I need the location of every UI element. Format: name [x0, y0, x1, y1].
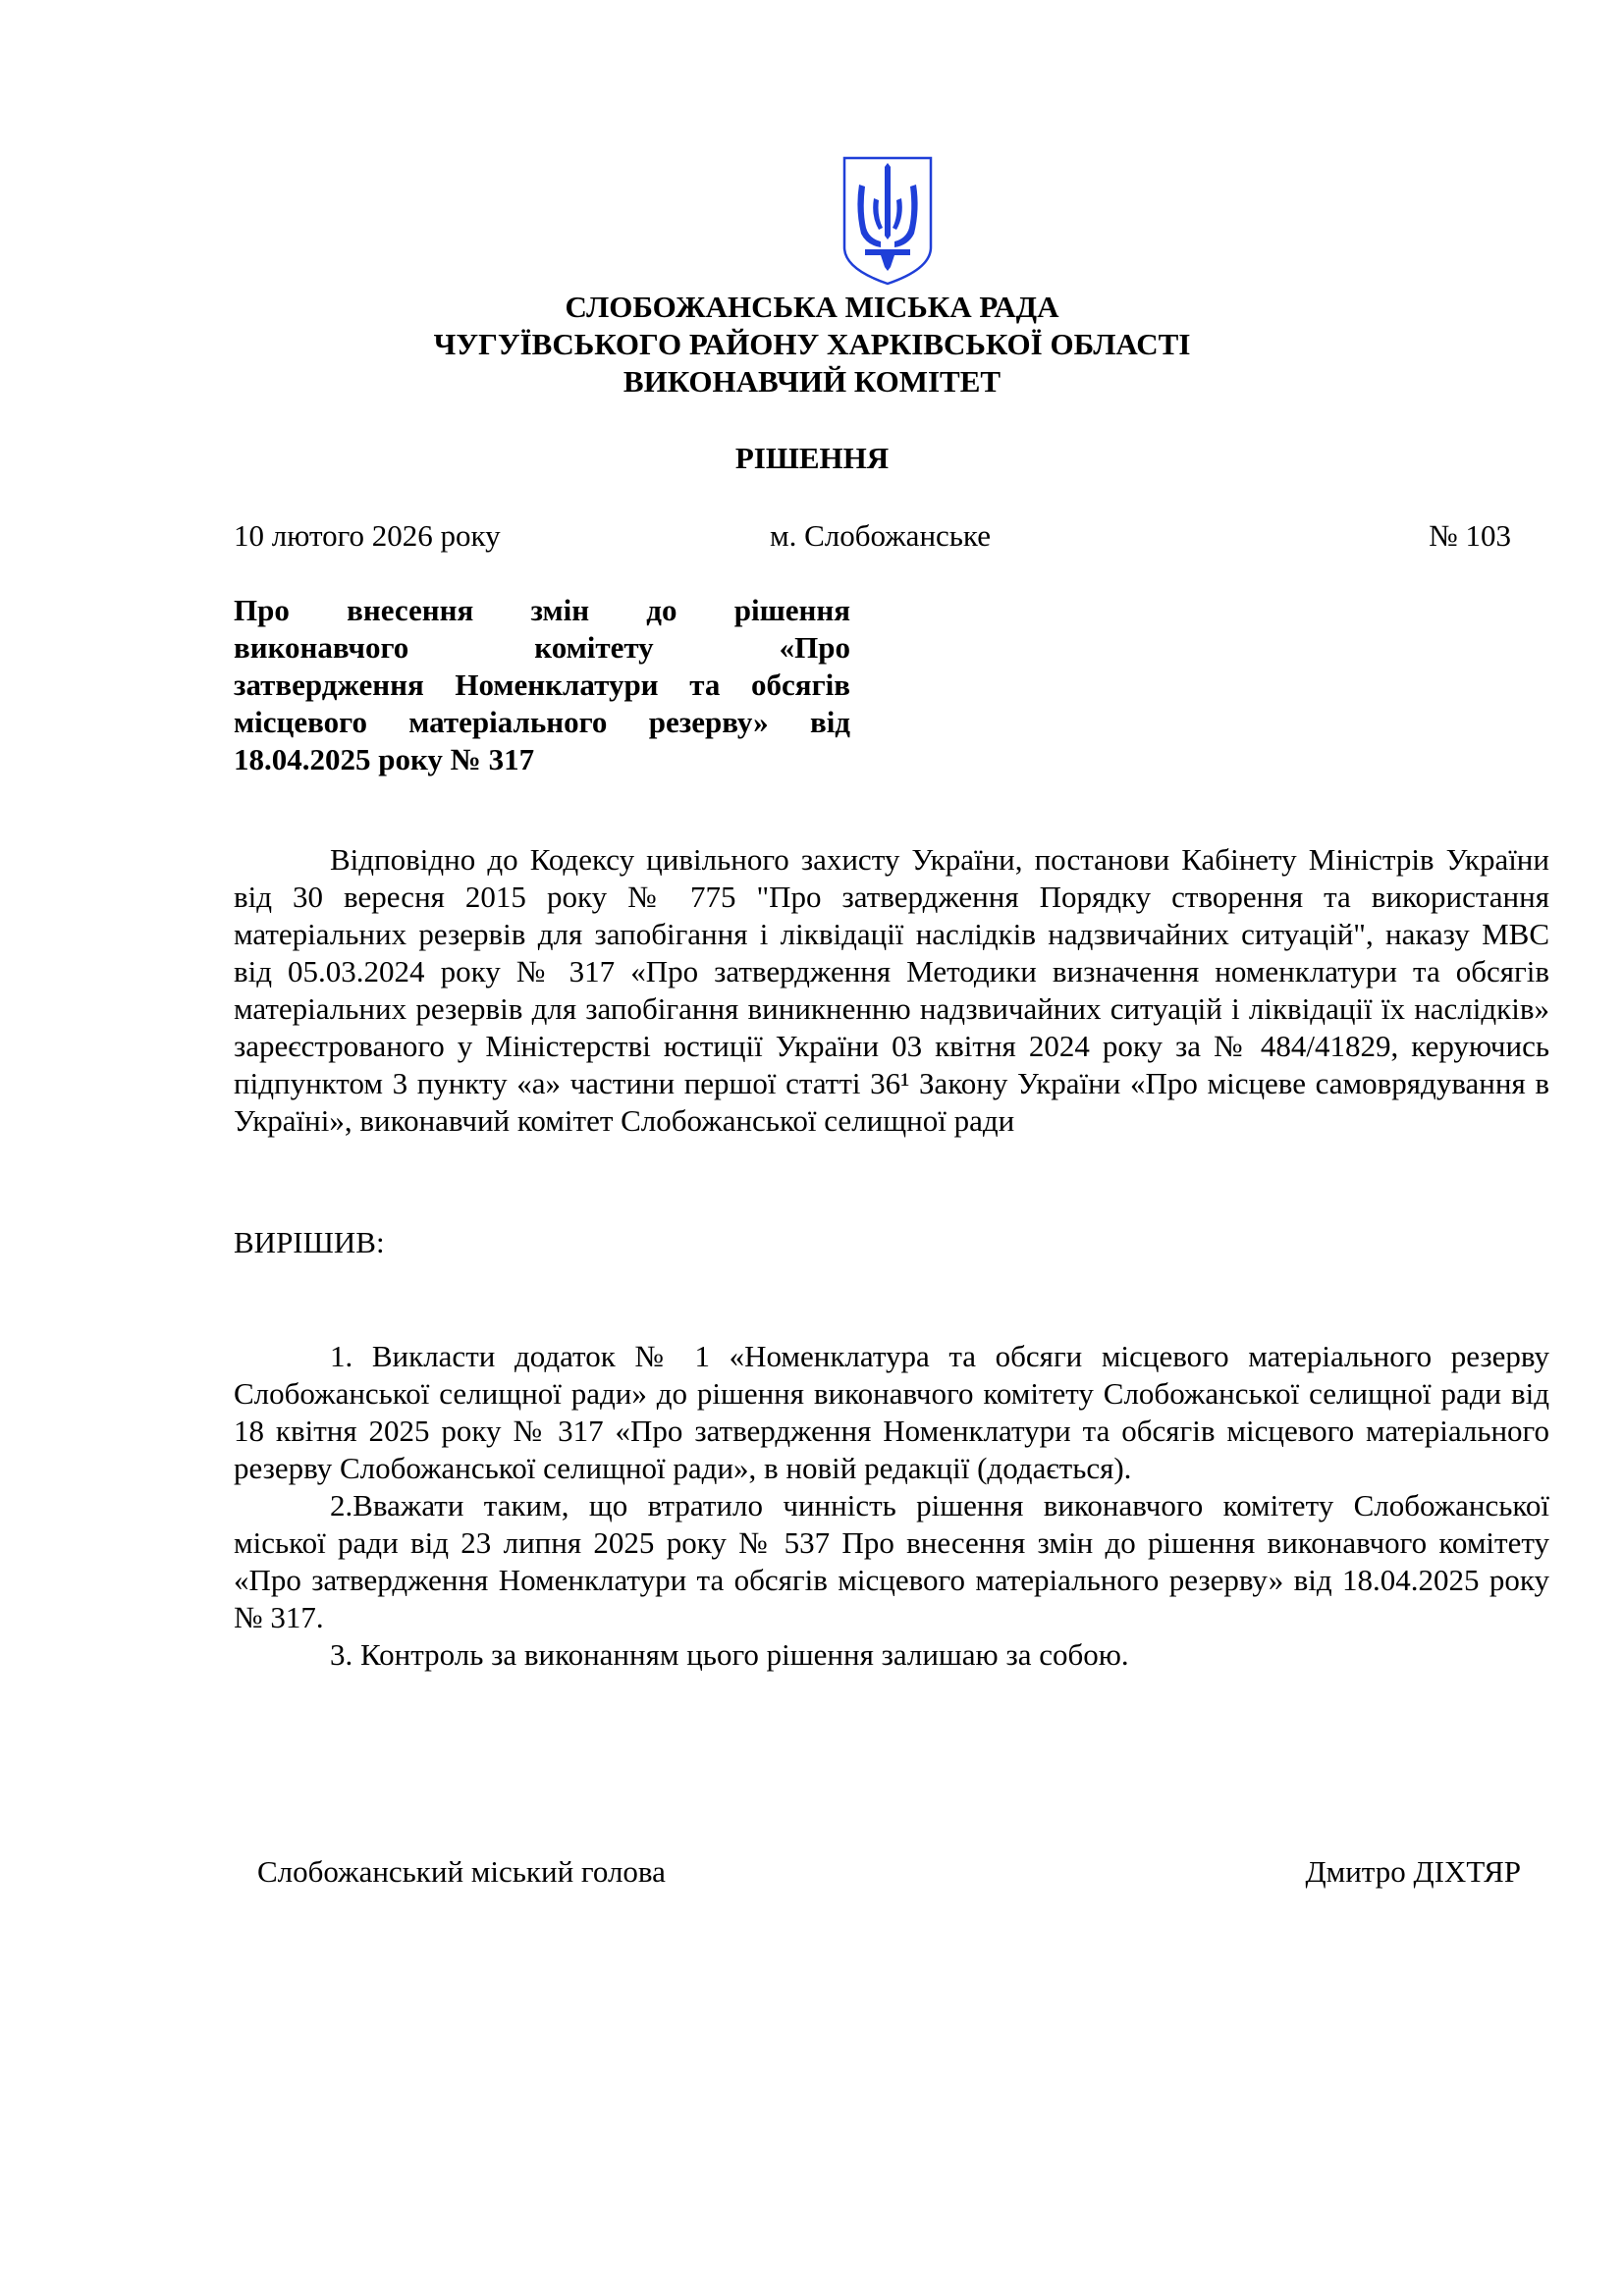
decision-item: 3. Контроль за виконанням цього рішення залишаю за собою.	[330, 1637, 1129, 1672]
decision-item: 1. Викласти додаток № 1 «Номенклатура та обсяги місцевого матеріального резерву Слобожанської селищної ради» до рішення виконавчого комітету Слобожанської селищної ради від 18 квітня 2025 року № 317 «Про затвердження Номенклатури та обсягів місцевого матеріального резерву Слобожанської селищної ради», в новій редакції (додається).	[234, 1339, 1549, 1485]
subject-line: 18.04.2025 року № 317	[234, 742, 535, 776]
preamble-section	[234, 841, 1549, 1140]
committee-name: ВИКОНАВЧИЙ КОМІТЕТ	[623, 364, 1001, 399]
signatory-name: Дмитро ДІХТЯР	[1305, 1854, 1521, 1889]
signatory-title: Слобожанський міський голова	[257, 1854, 666, 1889]
decision-item: 2.Вважати таким, що втратило чинність рішення виконавчого комітету Слобожанської міської ради від 23 липня 2025 року № 537 Про внесення змін до рішення виконавчого комітету «Про затвердження Номенклатури та обсягів місцевого матеріального резерву» від 18.04.2025 року № 317.	[234, 1488, 1549, 1634]
document-type: РІШЕННЯ	[734, 441, 890, 475]
decision-subject	[234, 592, 850, 778]
decision-date: 10 лютого 2026 року	[234, 518, 501, 553]
decision-items	[234, 1338, 1549, 1674]
district-name: ЧУГУЇВСЬКОГО РАЙОНУ ХАРКІВСЬКОЇ ОБЛАСТІ	[433, 327, 1191, 361]
resolved-heading: ВИРІШИВ:	[234, 1225, 385, 1259]
decision-number: № 103	[1429, 518, 1511, 553]
subject-line: місцевого матеріального резерву» від	[234, 705, 850, 739]
subject-line: затвердження Номенклатури та обсягів	[234, 667, 850, 702]
subject-line: Про внесення змін до рішення	[234, 593, 850, 627]
council-name: СЛОБОЖАНСЬКА МІСЬКА РАДА	[565, 290, 1059, 324]
decision-place: м. Слобожанське	[770, 518, 991, 553]
ukraine-coat-of-arms-icon	[841, 155, 934, 287]
preamble-text: Відповідно до Кодексу цивільного захисту України, постанови Кабінету Міністрів України від 30 вересня 2015 року № 775 "Про затвердження Порядку створення та використання матеріальних резервів для запобігання і ліквідації наслідків надзвичайних ситуацій", наказу МВС від 05.03.2024 року № 317 «Про затвердження Методики визначення номенклатури та обсягів матеріальних резервів для запобігання виникненню надзвичайних ситуацій і ліквідації їх наслідків» зареєстрованого у Міністерстві юстиції України 03 квітня 2024 року за № 484/41829, керуючись підпунктом 3 пункту «а» частини першої статті 36¹ Закону України «Про місцеве самоврядування в Україні», виконавчий комітет Слобожанської селищної ради	[234, 842, 1549, 1138]
subject-line: виконавчого комітету «Про	[234, 630, 850, 665]
